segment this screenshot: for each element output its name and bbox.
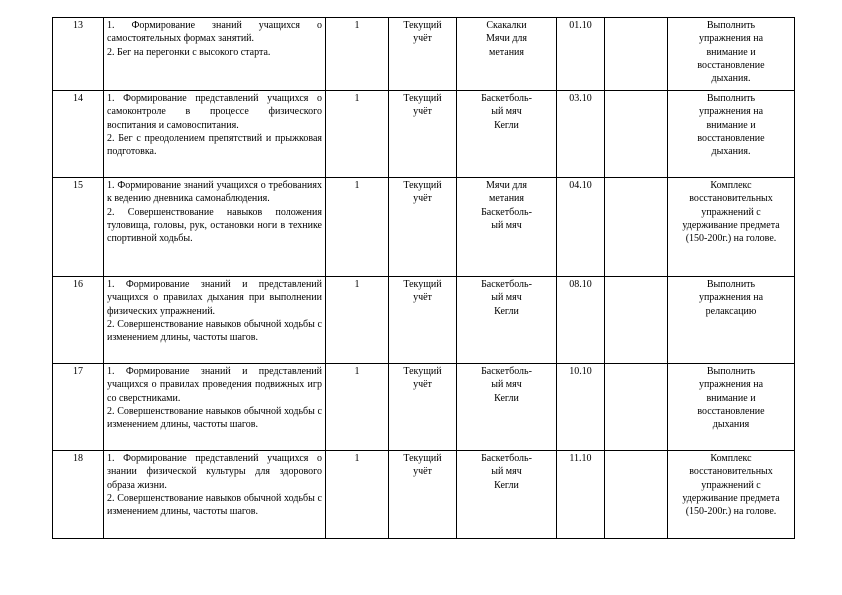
lesson-topic-line: 2. Совершенствование навыков положения туловища, головы, рук, остановки ноги в технике спортивной ходьбы. [107, 206, 322, 245]
actual-date [605, 277, 668, 364]
equipment-line: Баскетболь- [481, 453, 532, 464]
control-type [389, 178, 457, 277]
equipment-line: Мячи для [485, 33, 528, 45]
homework-line: Выполнить [706, 93, 756, 104]
lesson-hours: 1 [326, 91, 389, 178]
homework-line: Комплекс [710, 453, 752, 464]
control-type [389, 451, 457, 539]
homework-line: восстановительных [689, 193, 773, 205]
lesson-topic-line: 2. Бег на перегонки с высокого старта. [107, 46, 271, 58]
planned-date: 04.10 [557, 178, 605, 277]
control-type-line: учёт [413, 33, 432, 45]
control-type-line: Текущий [403, 453, 442, 464]
lesson-topic-line: 1. Формирование знаний и представлений учащихся о правилах дыхания при выполнении физических упражнений. [107, 279, 322, 317]
equipment-line: Кегли [494, 479, 519, 491]
equipment-line: Кегли [494, 392, 519, 404]
control-type-line: Текущий [403, 279, 442, 290]
lesson-hours: 1 [326, 277, 389, 364]
lesson-topic-line: 2. Совершенствование навыков обычной ходьбы с изменением длины, частоты шагов. [107, 405, 322, 431]
lesson-number: 16 [53, 277, 104, 364]
lesson-number: 13 [53, 18, 104, 91]
control-type-line: Текущий [403, 180, 442, 191]
homework-line: (150-200г.) на голове. [685, 506, 777, 518]
actual-date [605, 451, 668, 539]
equipment-line: Мячи для [485, 180, 528, 191]
homework [668, 451, 795, 539]
equipment-line: метания [489, 193, 524, 205]
lesson-topic [104, 91, 326, 178]
lesson-number: 17 [53, 364, 104, 451]
lesson-topic-line: 2. Совершенствование навыков обычной ходьбы с изменением длины, частоты шагов. [107, 318, 322, 344]
table-body [53, 18, 795, 539]
lesson-topic-line: 1. Формирование представлений учащихся о знании физической культуры для здорового образа жизни. [107, 453, 322, 491]
control-type [389, 91, 457, 178]
equipment-line: Баскетболь- [481, 206, 532, 218]
table-row [53, 451, 795, 539]
homework-line: релаксацию [705, 305, 757, 317]
homework-line: внимание и [706, 119, 756, 131]
homework-line: восстановительных [689, 466, 773, 478]
control-type [389, 18, 457, 91]
control-type-line: Текущий [403, 20, 442, 31]
equipment-line: ый мяч [491, 106, 522, 118]
control-type-line: Текущий [403, 93, 442, 104]
homework-line: удерживание предмета [682, 219, 780, 231]
lesson-plan-table [52, 17, 795, 539]
control-type [389, 364, 457, 451]
control-type-line: учёт [413, 292, 432, 304]
control-type-line: учёт [413, 193, 432, 205]
homework-line: упражнения на [698, 33, 764, 45]
planned-date: 11.10 [557, 451, 605, 539]
equipment-line: метания [489, 46, 524, 58]
planned-date: 10.10 [557, 364, 605, 451]
homework-line: упражнения на [698, 292, 764, 304]
equipment-line: Скакалки [486, 20, 527, 31]
lesson-hours: 1 [326, 18, 389, 91]
homework-line: Выполнить [706, 279, 756, 290]
actual-date [605, 364, 668, 451]
lesson-topic-line: 2. Бег с преодолением препятствий и прыжковая подготовка. [107, 132, 322, 158]
lesson-number: 14 [53, 91, 104, 178]
homework-line: дыхания [712, 419, 750, 431]
lesson-number: 15 [53, 178, 104, 277]
equipment-line: Кегли [494, 119, 519, 131]
lesson-hours: 1 [326, 364, 389, 451]
equipment-line: ый мяч [491, 466, 522, 478]
lesson-topic [104, 451, 326, 539]
lesson-topic [104, 277, 326, 364]
lesson-number: 18 [53, 451, 104, 539]
homework-line: упражнений с [701, 479, 761, 491]
homework-line: восстановление [697, 405, 765, 417]
lesson-hours: 1 [326, 451, 389, 539]
homework-line: восстановление [697, 59, 765, 71]
homework [668, 91, 795, 178]
planned-date: 01.10 [557, 18, 605, 91]
lesson-topic [104, 178, 326, 277]
planned-date: 08.10 [557, 277, 605, 364]
equipment-line: ый мяч [491, 219, 522, 231]
equipment-line: Баскетболь- [481, 366, 532, 377]
lesson-topic-line: 1. Формирование знаний и представлений учащихся о правилах проведения подвижных игр со сверстниками. [107, 366, 322, 404]
homework [668, 364, 795, 451]
lesson-topic-line: 2. Совершенствование навыков обычной ходьбы с изменением длины, частоты шагов. [107, 492, 322, 518]
equipment [457, 364, 557, 451]
lesson-topic-line: 1. Формирование знаний учащихся о требованиях к ведению дневника самонаблюдения. [107, 180, 322, 205]
equipment [457, 178, 557, 277]
control-type-line: учёт [413, 466, 432, 478]
lesson-topic-line: 1. Формирование знаний учащихся о самостоятельных формах занятий. [107, 20, 322, 45]
table-row [53, 364, 795, 451]
lesson-topic-line: 1. Формирование представлений учащихся о самоконтроле в процессе физического воспитания и самовоспитания. [107, 93, 322, 131]
control-type [389, 277, 457, 364]
table-row [53, 91, 795, 178]
homework-line: упражнения на [698, 379, 764, 391]
equipment-line: Баскетболь- [481, 279, 532, 290]
homework-line: (150-200г.) на голове. [685, 233, 777, 245]
homework-line: восстановление [697, 132, 765, 144]
homework-line: внимание и [706, 46, 756, 58]
homework-line: Комплекс [710, 180, 752, 191]
lesson-hours: 1 [326, 178, 389, 277]
control-type-line: учёт [413, 106, 432, 118]
equipment [457, 277, 557, 364]
planned-date: 03.10 [557, 91, 605, 178]
equipment [457, 91, 557, 178]
equipment [457, 451, 557, 539]
table-row [53, 277, 795, 364]
table-row [53, 178, 795, 277]
table-row [53, 18, 795, 91]
equipment [457, 18, 557, 91]
homework [668, 178, 795, 277]
equipment-line: Баскетболь- [481, 93, 532, 104]
equipment-line: ый мяч [491, 379, 522, 391]
homework [668, 277, 795, 364]
control-type-line: Текущий [403, 366, 442, 377]
homework-line: упражнения на [698, 106, 764, 118]
lesson-topic [104, 18, 326, 91]
homework-line: Выполнить [706, 366, 756, 377]
homework-line: удерживание предмета [682, 492, 780, 504]
homework-line: дыхания. [711, 146, 751, 158]
actual-date [605, 18, 668, 91]
actual-date [605, 178, 668, 277]
equipment-line: ый мяч [491, 292, 522, 304]
actual-date [605, 91, 668, 178]
homework [668, 18, 795, 91]
equipment-line: Кегли [494, 305, 519, 317]
homework-line: дыхания. [711, 73, 751, 85]
homework-line: внимание и [706, 392, 756, 404]
homework-line: Выполнить [706, 20, 756, 31]
lesson-topic [104, 364, 326, 451]
control-type-line: учёт [413, 379, 432, 391]
homework-line: упражнений с [701, 206, 761, 218]
